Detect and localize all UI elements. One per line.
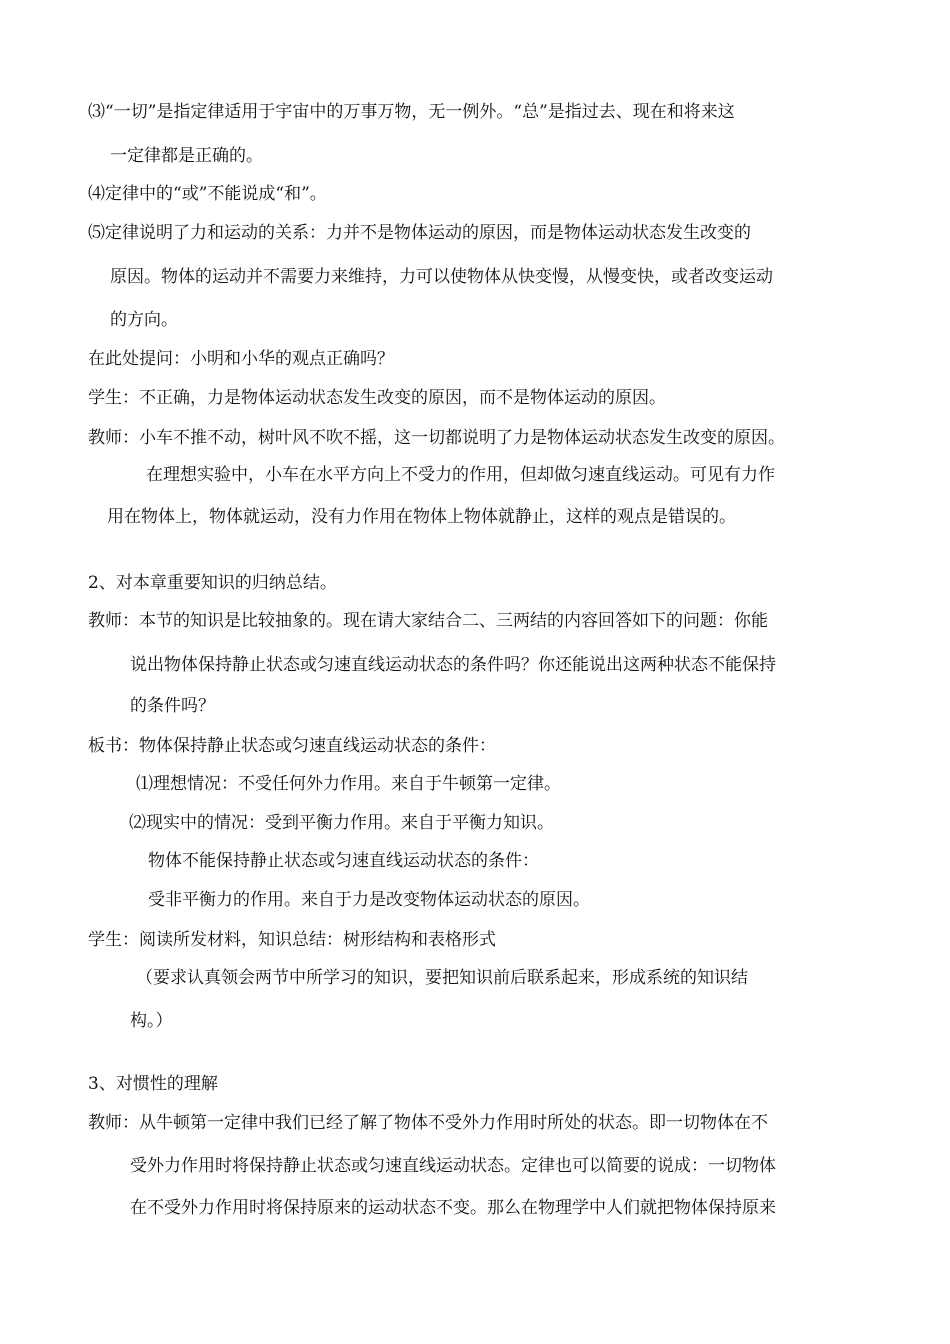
text-line: 教师：小车不推不动，树叶风不吹不摇，这一切都说明了力是物体运动状态发生改变的原因。 — [88, 428, 785, 448]
text-line: 用在物体上，物体就运动，没有力作用在物体上物体就静止，这样的观点是错误的。 — [107, 507, 736, 527]
text-line: 构。） — [130, 1011, 173, 1031]
text-line: 一定律都是正确的。 — [110, 146, 263, 166]
text-line: ⑶“一切”是指定律适用于宇宙中的万事万物，无一例外。“总”是指过去、现在和将来这 — [88, 102, 735, 122]
text-line: 受非平衡力的作用。来自于力是改变物体运动状态的原因。 — [148, 890, 590, 910]
text-line: 受外力作用时将保持静止状态或匀速直线运动状态。定律也可以简要的说成：一切物体 — [130, 1156, 776, 1176]
text-line: 的方向。 — [110, 310, 178, 330]
text-line: 物体不能保持静止状态或匀速直线运动状态的条件： — [148, 851, 539, 871]
text-line: ⑴理想情况：不受任何外力作用。来自于牛顿第一定律。 — [136, 774, 561, 794]
text-line: （要求认真领会两节中所学习的知识，要把知识前后联系起来，形成系统的知识结 — [136, 968, 748, 988]
text-line: 学生：不正确，力是物体运动状态发生改变的原因，而不是物体运动的原因。 — [88, 388, 666, 408]
text-line: 2、对本章重要知识的归纳总结。 — [88, 573, 337, 593]
text-line: 板书：物体保持静止状态或匀速直线运动状态的条件： — [88, 736, 496, 756]
text-line: ⑷定律中的“或”不能说成“和”。 — [88, 184, 327, 204]
text-line: 在理想实验中，小车在水平方向上不受力的作用，但却做匀速直线运动。可见有力作 — [146, 465, 775, 485]
text-line: 说出物体保持静止状态或匀速直线运动状态的条件吗？你还能说出这两种状态不能保持 — [130, 655, 776, 675]
text-line: 原因。物体的运动并不需要力来维持，力可以使物体从快变慢，从慢变快，或者改变运动 — [110, 267, 773, 287]
text-line: 教师：从牛顿第一定律中我们已经了解了物体不受外力作用时所处的状态。即一切物体在不 — [88, 1113, 768, 1133]
text-line: 在此处提问：小明和小华的观点正确吗？ — [88, 349, 394, 369]
text-line: 3、对惯性的理解 — [88, 1074, 218, 1094]
text-line: 教师：本节的知识是比较抽象的。现在请大家结合二、三两结的内容回答如下的问题：你能 — [88, 611, 768, 631]
text-line: ⑵现实中的情况：受到平衡力作用。来自于平衡力知识。 — [129, 813, 554, 833]
text-line: 在不受外力作用时将保持原来的运动状态不变。那么在物理学中人们就把物体保持原来 — [130, 1198, 776, 1218]
text-line: ⑸定律说明了力和运动的关系：力并不是物体运动的原因，而是物体运动状态发生改变的 — [88, 223, 751, 243]
text-line: 学生：阅读所发材料，知识总结：树形结构和表格形式 — [88, 930, 496, 950]
text-line: 的条件吗？ — [130, 696, 215, 716]
